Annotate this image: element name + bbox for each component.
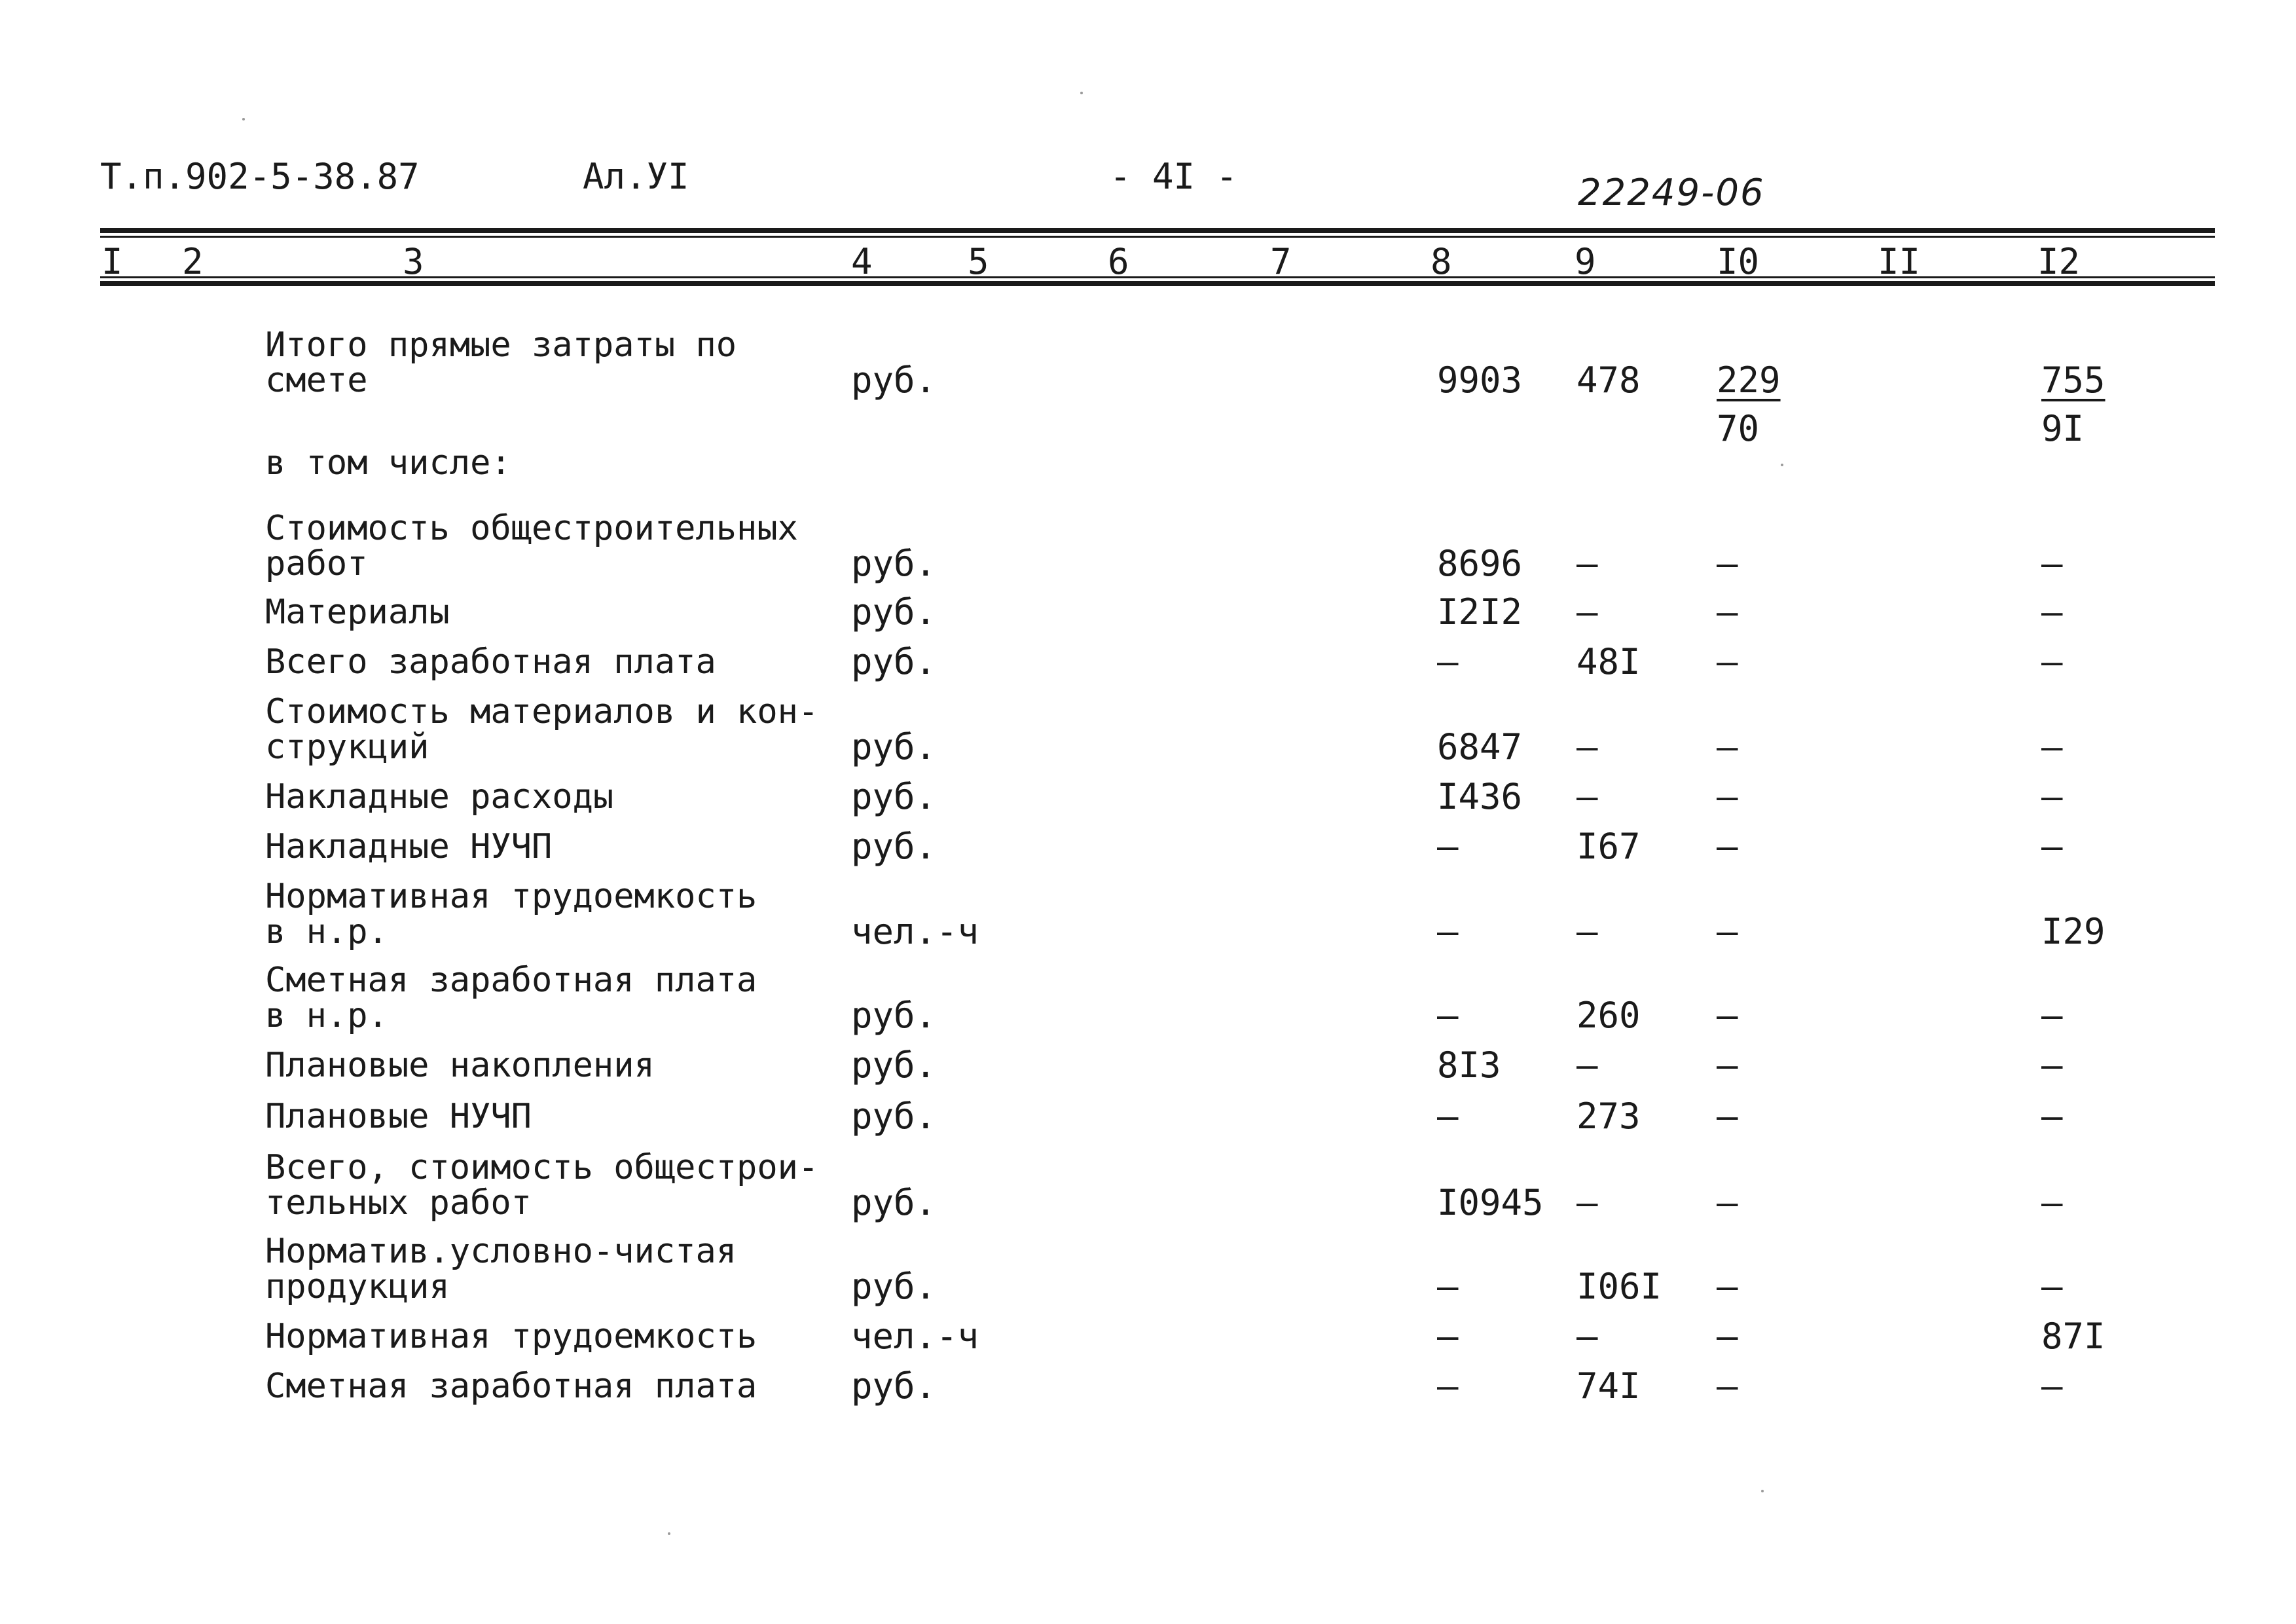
col8-cell: I0945 bbox=[1437, 1182, 1544, 1223]
row-label: в том числе: bbox=[265, 443, 511, 483]
row-label: Нормативная трудоемкость bbox=[265, 1317, 757, 1356]
col10-cell: – bbox=[1717, 776, 1738, 817]
unit-cell: руб. bbox=[851, 826, 937, 867]
col12-cell: – bbox=[2041, 641, 2063, 682]
col10-cell: – bbox=[1717, 726, 1738, 767]
row-label: Норматив.условно-чистая продукция bbox=[265, 1232, 737, 1306]
col8-cell: – bbox=[1437, 1365, 1459, 1407]
col8-cell: – bbox=[1437, 641, 1459, 682]
col9-cell: – bbox=[1576, 1044, 1598, 1086]
unit-cell: руб. bbox=[851, 1044, 937, 1086]
row-label: Нормативная трудоемкость в н.р. bbox=[265, 877, 757, 951]
col9-cell: 48I bbox=[1576, 641, 1641, 682]
col12-cell: – bbox=[2041, 995, 2063, 1036]
album-number: Ал.УI bbox=[583, 156, 689, 197]
row-label: Стоимость материалов и кон- струкций bbox=[265, 692, 819, 767]
column-number-8: 8 bbox=[1430, 241, 1452, 282]
unit-cell: руб. bbox=[851, 360, 937, 401]
col8-cell: – bbox=[1437, 911, 1459, 952]
column-number-7: 7 bbox=[1270, 241, 1292, 282]
col12-cell: – bbox=[2041, 543, 2063, 584]
col12-cell: – bbox=[2041, 591, 2063, 633]
col9-cell: – bbox=[1576, 776, 1598, 817]
col9-cell: I06I bbox=[1576, 1266, 1662, 1307]
col10-cell: – bbox=[1717, 826, 1738, 867]
row-label: Материалы bbox=[265, 593, 450, 632]
document-reference: Т.п.902-5-38.87 bbox=[100, 156, 420, 197]
col8-cell: I2I2 bbox=[1437, 591, 1523, 633]
column-number-6: 6 bbox=[1108, 241, 1129, 282]
unit-cell: руб. bbox=[851, 776, 937, 817]
row-label: Накладные расходы bbox=[265, 777, 614, 817]
col9-cell: 74I bbox=[1576, 1365, 1641, 1407]
col9-cell: – bbox=[1576, 1182, 1598, 1223]
column-number-12: I2 bbox=[2037, 241, 2081, 282]
col8-cell: I436 bbox=[1437, 776, 1523, 817]
unit-cell: руб. bbox=[851, 591, 937, 633]
row-label: Сметная заработная плата bbox=[265, 1367, 757, 1406]
col10-cell: – bbox=[1717, 911, 1738, 952]
col8-cell: – bbox=[1437, 826, 1459, 867]
col12-cell: 87I bbox=[2041, 1316, 2105, 1357]
col8-cell: – bbox=[1437, 995, 1459, 1036]
row-label: Стоимость общестроительных работ bbox=[265, 509, 798, 583]
col10-cell: – bbox=[1717, 1182, 1738, 1223]
row-label: Накладные НУЧП bbox=[265, 827, 553, 866]
page-number: - 4I - bbox=[1110, 156, 1238, 197]
unit-cell: руб. bbox=[851, 1365, 937, 1407]
header-top-rule bbox=[100, 228, 2215, 233]
col12-cell: I29 bbox=[2041, 911, 2105, 952]
col12-cell: – bbox=[2041, 1365, 2063, 1407]
col12-cell: – bbox=[2041, 1096, 2063, 1137]
unit-cell: руб. bbox=[851, 641, 937, 682]
unit-cell: руб. bbox=[851, 1096, 937, 1137]
col9-cell: 260 bbox=[1576, 995, 1641, 1036]
column-number-5: 5 bbox=[968, 241, 989, 282]
row-label: Сметная заработная плата в н.р. bbox=[265, 961, 757, 1035]
header-top-rule-thin bbox=[100, 236, 2215, 238]
col10-cell: – bbox=[1717, 1044, 1738, 1086]
unit-cell: руб. bbox=[851, 1266, 937, 1307]
row-label: Плановые накопления bbox=[265, 1046, 655, 1085]
col10-cell: – bbox=[1717, 591, 1738, 633]
col10-cell: – bbox=[1717, 641, 1738, 682]
col10-cell: – bbox=[1717, 1266, 1738, 1307]
col10-cell: – bbox=[1717, 995, 1738, 1036]
col12-cell: – bbox=[2041, 776, 2063, 817]
unit-cell: руб. bbox=[851, 543, 937, 584]
col8-cell: 8I3 bbox=[1437, 1044, 1501, 1086]
col8-cell: – bbox=[1437, 1096, 1459, 1137]
col9-cell: 478 bbox=[1576, 360, 1641, 401]
scan-speck bbox=[1781, 464, 1783, 466]
document-code: 22249-06 bbox=[1578, 172, 1765, 214]
unit-cell: руб. bbox=[851, 726, 937, 767]
col9-cell: – bbox=[1576, 1316, 1598, 1357]
col12-cell: – bbox=[2041, 1266, 2063, 1307]
col9-cell: 273 bbox=[1576, 1096, 1641, 1137]
unit-cell: руб. bbox=[851, 995, 937, 1036]
col10-cell: – bbox=[1717, 1316, 1738, 1357]
col8-cell: 6847 bbox=[1437, 726, 1523, 767]
column-number-2: 2 bbox=[182, 241, 204, 282]
unit-cell: чел.-ч bbox=[851, 1316, 979, 1357]
col10-cell-numerator: 229 bbox=[1717, 360, 1781, 401]
col8-cell: – bbox=[1437, 1266, 1459, 1307]
scan-speck bbox=[1080, 92, 1083, 94]
col12-cell: – bbox=[2041, 826, 2063, 867]
col9-cell: – bbox=[1576, 726, 1598, 767]
column-number-3: 3 bbox=[403, 241, 424, 282]
col9-cell: – bbox=[1576, 911, 1598, 952]
col12-cell-numerator: 755 bbox=[2041, 360, 2105, 401]
row-label: Всего заработная плата bbox=[265, 642, 716, 682]
col9-cell: I67 bbox=[1576, 826, 1641, 867]
col12-cell-denominator: 9I bbox=[2041, 408, 2085, 449]
col8-cell: – bbox=[1437, 1316, 1459, 1357]
col9-cell: – bbox=[1576, 543, 1598, 584]
row-label: Всего, стоимость общестрои- тельных работ bbox=[265, 1148, 819, 1223]
col9-cell: – bbox=[1576, 591, 1598, 633]
row-label: Плановые НУЧП bbox=[265, 1097, 532, 1136]
col12-cell: – bbox=[2041, 1044, 2063, 1086]
column-number-11: II bbox=[1878, 241, 1921, 282]
col10-cell: – bbox=[1717, 1096, 1738, 1137]
col8-cell: 9903 bbox=[1437, 360, 1523, 401]
scan-speck bbox=[1761, 1490, 1764, 1492]
column-number-1: I bbox=[101, 241, 123, 282]
column-number-10: I0 bbox=[1717, 241, 1760, 282]
col8-cell: 8696 bbox=[1437, 543, 1523, 584]
col12-cell: – bbox=[2041, 726, 2063, 767]
col10-cell-denominator: 70 bbox=[1717, 408, 1760, 449]
col10-cell: – bbox=[1717, 543, 1738, 584]
unit-cell: руб. bbox=[851, 1182, 937, 1223]
scan-speck bbox=[668, 1532, 670, 1535]
column-number-9: 9 bbox=[1575, 241, 1596, 282]
scan-speck bbox=[242, 118, 245, 120]
row-label: Итого прямые затраты по смете bbox=[265, 325, 737, 400]
column-number-4: 4 bbox=[851, 241, 873, 282]
unit-cell: чел.-ч bbox=[851, 911, 979, 952]
col12-cell: – bbox=[2041, 1182, 2063, 1223]
col10-cell: – bbox=[1717, 1365, 1738, 1407]
